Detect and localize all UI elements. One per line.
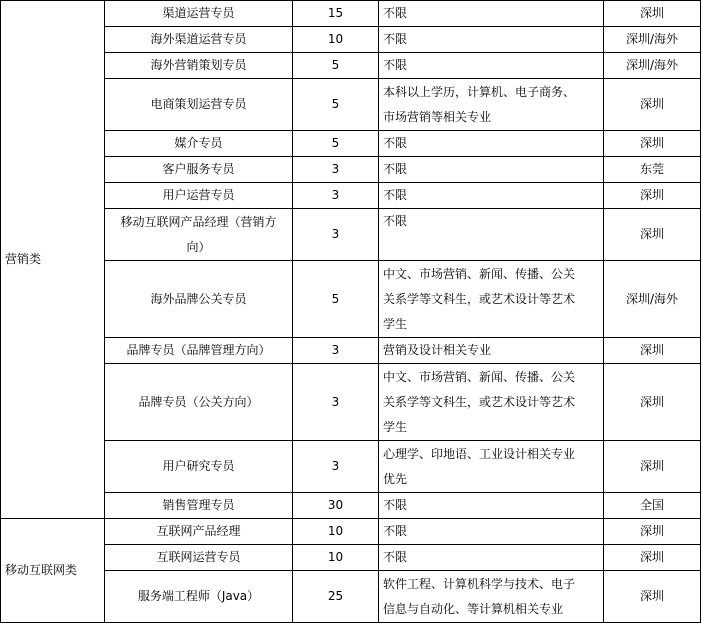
requirement-cell [379, 157, 604, 183]
count-cell: 3 [293, 364, 379, 441]
location-cell: 深圳 [604, 441, 701, 493]
table-row [1, 27, 701, 53]
location-cell: 深圳 [604, 1, 701, 27]
table-row [1, 157, 701, 183]
requirement-cell [379, 1, 604, 27]
count-cell: 5 [293, 79, 379, 131]
table-row [1, 183, 701, 209]
count-cell: 3 [293, 441, 379, 493]
location-cell: 深圳/海外 [604, 53, 701, 79]
position-cell: 用户运营专员 [105, 183, 293, 209]
requirement-line: 不限 [383, 58, 408, 72]
category-cell: 营销类 [1, 1, 105, 519]
location-cell: 深圳/海外 [604, 261, 701, 338]
requirement-line: 本科以上学历，计算机、电子商务、 [383, 84, 576, 99]
location-cell: 深圳 [604, 183, 701, 209]
position-line: 移动互联网产品经理（营销方 [120, 214, 277, 229]
table-row [1, 338, 701, 364]
requirement-cell [379, 338, 604, 364]
table-row [1, 519, 701, 545]
location-cell: 深圳 [604, 79, 701, 131]
requirement-cell [379, 545, 604, 571]
count-cell: 10 [293, 519, 379, 545]
position-cell: 海外品牌公关专员 [105, 261, 293, 338]
location-cell: 深圳/海外 [604, 27, 701, 53]
requirement-cell [379, 519, 604, 545]
position-cell: 服务端工程师（Java） [105, 571, 293, 623]
requirement-line: 学生 [383, 316, 408, 331]
position-cell: 用户研究专员 [105, 441, 293, 493]
requirement-line: 中文、市场营销、新闻、传播、公关 [383, 266, 576, 281]
requirement-line: 不限 [383, 188, 408, 202]
requirement-line: 不限 [383, 524, 408, 538]
count-cell: 30 [293, 493, 379, 519]
requirement-cell [379, 79, 604, 131]
table-row [1, 1, 701, 27]
requirement-line: 市场营销等相关专业 [383, 109, 492, 124]
table-row [1, 545, 701, 571]
position-cell: 渠道运营专员 [105, 1, 293, 27]
count-cell: 25 [293, 571, 379, 623]
position-cell [105, 209, 293, 261]
location-cell: 深圳 [604, 364, 701, 441]
table-row [1, 493, 701, 519]
position-cell: 品牌专员（公关方向） [105, 364, 293, 441]
requirement-cell [379, 571, 604, 623]
requirement-line: 软件工程、计算机科学与技术、电子 [383, 576, 576, 591]
count-cell: 15 [293, 1, 379, 27]
requirement-line: 不限 [383, 162, 408, 176]
count-cell: 3 [293, 183, 379, 209]
requirement-cell [379, 183, 604, 209]
position-cell: 媒介专员 [105, 131, 293, 157]
count-cell: 10 [293, 27, 379, 53]
requirement-cell [379, 441, 604, 493]
requirement-cell [379, 53, 604, 79]
table-row [1, 261, 701, 338]
requirement-line: 不限 [383, 6, 408, 20]
position-cell: 互联网运营专员 [105, 545, 293, 571]
location-cell: 全国 [604, 493, 701, 519]
position-cell: 海外渠道运营专员 [105, 27, 293, 53]
requirement-line: 优先 [383, 471, 408, 486]
count-cell: 5 [293, 53, 379, 79]
requirement-line: 信息与自动化、等计算机相关专业 [383, 601, 564, 616]
position-cell: 品牌专员（品牌管理方向） [105, 338, 293, 364]
requirement-line: 关系学等文科生，或艺术设计等艺术 [383, 394, 576, 409]
requirement-line: 不限 [383, 498, 408, 512]
requirement-line: 中文、市场营销、新闻、传播、公关 [383, 369, 576, 384]
requirement-cell [379, 261, 604, 338]
location-cell: 深圳 [604, 131, 701, 157]
requirement-line: 心理学、印地语、工业设计相关专业 [383, 446, 576, 461]
table-row [1, 441, 701, 493]
table-row [1, 571, 701, 623]
position-cell: 客户服务专员 [105, 157, 293, 183]
location-cell: 深圳 [604, 209, 701, 261]
table-row [1, 79, 701, 131]
count-cell: 5 [293, 261, 379, 338]
requirement-line: 学生 [383, 419, 408, 434]
location-cell: 深圳 [604, 571, 701, 623]
requirement-cell [379, 27, 604, 53]
location-cell: 深圳 [604, 519, 701, 545]
count-cell: 10 [293, 545, 379, 571]
position-cell: 销售管理专员 [105, 493, 293, 519]
position-line: 向） [186, 239, 211, 254]
requirement-line: 不限 [383, 136, 408, 150]
requirement-line: 不限 [383, 550, 408, 564]
requirement-line: 关系学等文科生，或艺术设计等艺术 [383, 291, 576, 306]
requirement-cell [379, 209, 604, 261]
location-cell: 深圳 [604, 338, 701, 364]
count-cell: 5 [293, 131, 379, 157]
requirement-cell [379, 493, 604, 519]
category-cell: 移动互联网类 [1, 519, 105, 623]
table-row [1, 53, 701, 79]
requirement-line: 营销及设计相关专业 [383, 343, 492, 357]
position-cell: 海外营销策划专员 [105, 53, 293, 79]
location-cell: 东莞 [604, 157, 701, 183]
requirement-line: 不限 [383, 214, 408, 228]
requirement-cell [379, 364, 604, 441]
count-cell: 3 [293, 209, 379, 261]
table-row [1, 364, 701, 441]
requirement-line: 不限 [383, 32, 408, 46]
table-row [1, 131, 701, 157]
count-cell: 3 [293, 338, 379, 364]
location-cell: 深圳 [604, 545, 701, 571]
position-cell: 电商策划运营专员 [105, 79, 293, 131]
count-cell: 3 [293, 157, 379, 183]
table-row [1, 209, 701, 261]
position-cell: 互联网产品经理 [105, 519, 293, 545]
requirement-cell [379, 131, 604, 157]
